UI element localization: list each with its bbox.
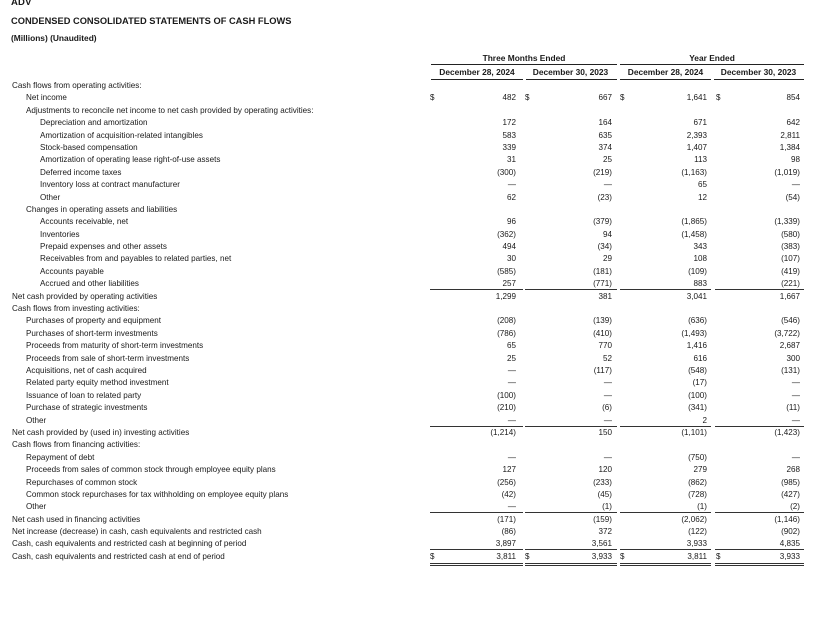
- cell-value: 3,041: [686, 291, 707, 301]
- cell-value: 268: [786, 465, 800, 475]
- row-label: Inventory loss at contract manufacturer: [40, 180, 180, 190]
- cell-value: (122): [688, 527, 707, 537]
- table-row: [0, 377, 816, 389]
- cell-value: —: [603, 415, 612, 425]
- cell-value: (300): [497, 167, 516, 177]
- cell-value: —: [507, 502, 516, 512]
- row-label: Purchases of short-term investments: [26, 328, 158, 338]
- row-label: Other: [26, 502, 47, 512]
- cell-value: 164: [598, 118, 612, 128]
- cell-value: (902): [781, 527, 800, 537]
- row-label: Net cash provided by (used in) investing activities: [12, 427, 190, 437]
- cell-value: (1,458): [681, 229, 707, 239]
- table-row: [0, 477, 816, 489]
- cell-value: 3,933: [779, 551, 800, 561]
- cell-value: 3,561: [591, 539, 612, 549]
- cell-value: —: [507, 378, 516, 388]
- table-row: [0, 402, 816, 414]
- currency-symbol: $: [430, 93, 435, 103]
- table-row: [0, 92, 816, 104]
- cell-value: 494: [502, 242, 516, 252]
- cell-value: 25: [602, 155, 612, 165]
- cell-value: 98: [790, 155, 800, 165]
- cell-value: (54): [785, 192, 800, 202]
- currency-symbol: $: [525, 551, 530, 561]
- cell-value: (1,163): [681, 167, 707, 177]
- cell-value: 257: [502, 279, 516, 289]
- cell-value: 62: [506, 192, 516, 202]
- cell-value: 3,933: [591, 551, 612, 561]
- cell-value: 94: [602, 229, 612, 239]
- table-row: [0, 291, 816, 303]
- row-label: Changes in operating assets and liabilities: [26, 204, 178, 214]
- table-row: [0, 266, 816, 278]
- column-group-year: Year Ended: [689, 53, 735, 63]
- cell-value: —: [603, 390, 612, 400]
- cell-value: (117): [593, 365, 612, 375]
- table-row: [0, 80, 816, 92]
- cell-value: (131): [781, 365, 800, 375]
- cell-value: (341): [688, 403, 707, 413]
- cell-value: —: [507, 452, 516, 462]
- cell-value: 31: [506, 155, 516, 165]
- cell-value: 1,299: [495, 291, 516, 301]
- cell-value: (2): [790, 502, 800, 512]
- cell-value: (34): [597, 242, 612, 252]
- currency-symbol: $: [620, 551, 625, 561]
- cell-value: (208): [497, 316, 516, 326]
- statement-units: (Millions) (Unaudited): [11, 33, 97, 43]
- cell-value: 2,393: [686, 130, 707, 140]
- cell-value: (107): [781, 254, 800, 264]
- company-name: ADV: [11, 0, 32, 8]
- cell-value: (985): [781, 477, 800, 487]
- table-row: [0, 303, 816, 315]
- cell-value: 482: [502, 93, 516, 103]
- cell-value: (1,214): [490, 427, 516, 437]
- table-row: [0, 514, 816, 526]
- cell-value: 1,416: [686, 341, 707, 351]
- row-label: Amortization of acquisition-related intangibles: [40, 130, 203, 140]
- table-row: [0, 315, 816, 327]
- cell-value: (728): [688, 489, 707, 499]
- cell-value: (580): [781, 229, 800, 239]
- cell-value: (1,865): [681, 217, 707, 227]
- row-label: Prepaid expenses and other assets: [40, 242, 167, 252]
- cell-value: (1,339): [774, 217, 800, 227]
- cell-value: 172: [502, 118, 516, 128]
- table-row: [0, 526, 816, 538]
- row-label: Other: [26, 415, 47, 425]
- cell-value: 1,384: [779, 142, 800, 152]
- table-row: [0, 353, 816, 365]
- cell-value: 3,811: [496, 551, 516, 561]
- cell-value: 150: [598, 427, 612, 437]
- cell-value: (23): [597, 192, 612, 202]
- table-row: [0, 278, 816, 290]
- cell-value: 883: [693, 279, 707, 289]
- cell-value: 1,667: [779, 291, 800, 301]
- table-row: [0, 142, 816, 154]
- currency-symbol: $: [716, 93, 721, 103]
- row-label: Related party equity method investment: [26, 378, 169, 388]
- row-label: Common stock repurchases for tax withholding on employee equity plans: [26, 489, 289, 499]
- table-row: [0, 192, 816, 204]
- group-underline: [620, 64, 804, 65]
- row-label: Net cash provided by operating activities: [12, 291, 158, 301]
- cell-value: 113: [694, 155, 707, 165]
- table-row: [0, 464, 816, 476]
- cell-value: (210): [497, 403, 516, 413]
- row-label: Net income: [26, 93, 67, 103]
- cell-value: (219): [593, 167, 612, 177]
- row-label: Repurchases of common stock: [26, 477, 138, 487]
- cell-value: 30: [506, 254, 516, 264]
- cell-value: —: [791, 415, 800, 425]
- cell-value: (181): [593, 266, 612, 276]
- table-row: [0, 501, 816, 513]
- cell-value: —: [603, 378, 612, 388]
- table-row: [0, 439, 816, 451]
- currency-symbol: $: [716, 551, 721, 561]
- cell-value: (427): [781, 489, 800, 499]
- cell-value: 667: [598, 93, 612, 103]
- cell-value: 3,933: [686, 539, 707, 549]
- cell-value: (862): [688, 477, 707, 487]
- table-row: [0, 241, 816, 253]
- row-label: Cash flows from investing activities:: [12, 304, 140, 314]
- table-row: [0, 551, 816, 563]
- cell-value: (750): [688, 452, 707, 462]
- table-row: [0, 253, 816, 265]
- table-row: [0, 489, 816, 501]
- cell-value: —: [507, 365, 516, 375]
- cell-value: (256): [497, 477, 516, 487]
- row-label: Proceeds from sale of short-term investments: [26, 353, 190, 363]
- cell-value: 2,811: [780, 130, 800, 140]
- row-label: Stock-based compensation: [40, 142, 138, 152]
- cell-value: (1): [697, 502, 707, 512]
- cell-value: 25: [506, 353, 516, 363]
- cell-value: 374: [598, 142, 612, 152]
- table-row: [0, 204, 816, 216]
- cell-value: (1,146): [774, 514, 800, 524]
- cell-value: (221): [781, 279, 800, 289]
- table-row: [0, 154, 816, 166]
- cell-value: 2,687: [779, 341, 800, 351]
- table-row: [0, 390, 816, 402]
- cell-value: (109): [688, 266, 707, 276]
- table-row: [0, 229, 816, 241]
- row-label: Accounts receivable, net: [40, 217, 129, 227]
- cell-value: (548): [688, 365, 707, 375]
- table-row: [0, 452, 816, 464]
- row-label: Inventories: [40, 229, 80, 239]
- row-label: Deferred income taxes: [40, 167, 122, 177]
- cell-value: 3,811: [687, 551, 707, 561]
- column-header-fy-2023: December 30, 2023: [720, 67, 797, 77]
- total-double-rule: [525, 563, 617, 566]
- cell-value: —: [507, 180, 516, 190]
- column-header-q4-2023: December 30, 2023: [532, 67, 609, 77]
- column-header-q4-2024: December 28, 2024: [439, 67, 515, 77]
- cell-value: 1,641: [686, 93, 707, 103]
- cell-value: —: [791, 452, 800, 462]
- cell-value: 29: [602, 254, 612, 264]
- cell-value: —: [603, 452, 612, 462]
- cell-value: 372: [598, 527, 612, 537]
- cell-value: (383): [781, 242, 800, 252]
- cell-value: 671: [693, 118, 707, 128]
- cell-value: 343: [693, 242, 707, 252]
- cell-value: (1,101): [681, 427, 707, 437]
- cell-value: 65: [506, 341, 516, 351]
- table-row: [0, 328, 816, 340]
- cell-value: (6): [602, 403, 612, 413]
- cell-value: (11): [786, 403, 800, 413]
- row-label: Receivables from and payables to related parties, net: [40, 254, 232, 264]
- cell-value: 96: [506, 217, 516, 227]
- row-label: Accrued and other liabilities: [40, 279, 139, 289]
- cell-value: 3,897: [495, 539, 516, 549]
- row-label: Acquisitions, net of cash acquired: [26, 365, 147, 375]
- cell-value: 854: [786, 93, 800, 103]
- row-label: Cash, cash equivalents and restricted cash at beginning of period: [12, 539, 247, 549]
- row-label: Issuance of loan to related party: [26, 390, 142, 400]
- cell-value: 4,835: [779, 539, 800, 549]
- table-row: [0, 538, 816, 550]
- cell-value: (45): [597, 489, 612, 499]
- cell-value: 770: [598, 341, 612, 351]
- cell-value: (100): [497, 390, 516, 400]
- cell-value: (1,493): [681, 328, 707, 338]
- cell-value: (1,423): [774, 427, 800, 437]
- cell-value: (771): [593, 279, 612, 289]
- statement-title: CONDENSED CONSOLIDATED STATEMENTS OF CASH FLOWS: [11, 16, 292, 26]
- table-row: [0, 415, 816, 427]
- cell-value: 381: [598, 291, 612, 301]
- row-label: Net increase (decrease) in cash, cash equivalents and restricted cash: [12, 527, 262, 537]
- cell-value: (100): [688, 390, 707, 400]
- cell-value: 120: [598, 465, 612, 475]
- table-row: [0, 167, 816, 179]
- row-label: Amortization of operating lease right-of-use assets: [40, 155, 221, 165]
- table-row: [0, 117, 816, 129]
- row-label: Other: [40, 192, 61, 202]
- cell-value: 300: [786, 353, 800, 363]
- cell-value: (410): [593, 328, 612, 338]
- cell-value: 127: [502, 465, 516, 475]
- cell-value: 65: [697, 180, 707, 190]
- cell-value: —: [791, 378, 800, 388]
- row-label: Accounts payable: [40, 266, 104, 276]
- table-row: [0, 427, 816, 439]
- cell-value: (362): [497, 229, 516, 239]
- cell-value: 12: [697, 192, 707, 202]
- cell-value: 642: [786, 118, 800, 128]
- total-double-rule: [620, 563, 711, 566]
- row-label: Cash flows from operating activities:: [12, 81, 142, 90]
- cell-value: (86): [501, 527, 516, 537]
- table-row: [0, 365, 816, 377]
- cell-value: 279: [693, 465, 707, 475]
- total-double-rule: [430, 563, 523, 566]
- cell-value: —: [507, 415, 516, 425]
- cell-value: (2,062): [681, 514, 707, 524]
- cell-value: 52: [602, 353, 612, 363]
- cell-value: (171): [497, 514, 516, 524]
- table-row: [0, 130, 816, 142]
- cell-value: (1): [602, 502, 612, 512]
- cell-value: (233): [593, 477, 612, 487]
- row-label: Depreciation and amortization: [40, 118, 148, 128]
- cell-value: (636): [688, 316, 707, 326]
- row-label: Proceeds from maturity of short-term investments: [26, 341, 204, 351]
- group-underline: [431, 64, 617, 65]
- row-label: Net cash used in financing activities: [12, 514, 141, 524]
- currency-symbol: $: [525, 93, 530, 103]
- table-row: [0, 105, 816, 117]
- cell-value: (139): [593, 316, 612, 326]
- cell-value: —: [603, 180, 612, 190]
- row-label: Purchase of strategic investments: [26, 403, 148, 413]
- column-group-three-months: Three Months Ended: [482, 53, 566, 63]
- cell-value: 635: [598, 130, 612, 140]
- cell-value: (585): [497, 266, 516, 276]
- cell-value: (3,722): [774, 328, 800, 338]
- row-label: Purchases of property and equipment: [26, 316, 161, 326]
- cell-value: (786): [497, 328, 516, 338]
- row-label: Cash, cash equivalents and restricted cash at end of period: [12, 551, 225, 561]
- cell-value: (419): [781, 266, 800, 276]
- cell-value: —: [791, 180, 800, 190]
- currency-symbol: $: [430, 551, 435, 561]
- cell-value: (17): [692, 378, 707, 388]
- cash-flow-table: [0, 80, 816, 563]
- cell-value: 1,407: [686, 142, 707, 152]
- cell-value: (546): [781, 316, 800, 326]
- row-label: Cash flows from financing activities:: [12, 440, 141, 450]
- cell-value: 616: [693, 353, 707, 363]
- currency-symbol: $: [620, 93, 625, 103]
- row-label: Repayment of debt: [26, 452, 95, 462]
- cell-value: (379): [593, 217, 612, 227]
- table-row: [0, 340, 816, 352]
- cell-value: (159): [593, 514, 612, 524]
- table-row: [0, 179, 816, 191]
- cell-value: 108: [693, 254, 707, 264]
- row-label: Proceeds from sales of common stock through employee equity plans: [26, 465, 276, 475]
- cell-value: 339: [502, 142, 516, 152]
- cell-value: —: [791, 390, 800, 400]
- cell-value: 583: [502, 130, 516, 140]
- row-label: Adjustments to reconcile net income to net cash provided by operating activities:: [26, 105, 314, 115]
- column-header-fy-2024: December 28, 2024: [627, 67, 704, 77]
- cell-value: (1,019): [774, 167, 800, 177]
- cell-value: (42): [501, 489, 516, 499]
- cell-value: 2: [702, 415, 707, 425]
- table-row: [0, 216, 816, 228]
- total-double-rule: [715, 563, 804, 566]
